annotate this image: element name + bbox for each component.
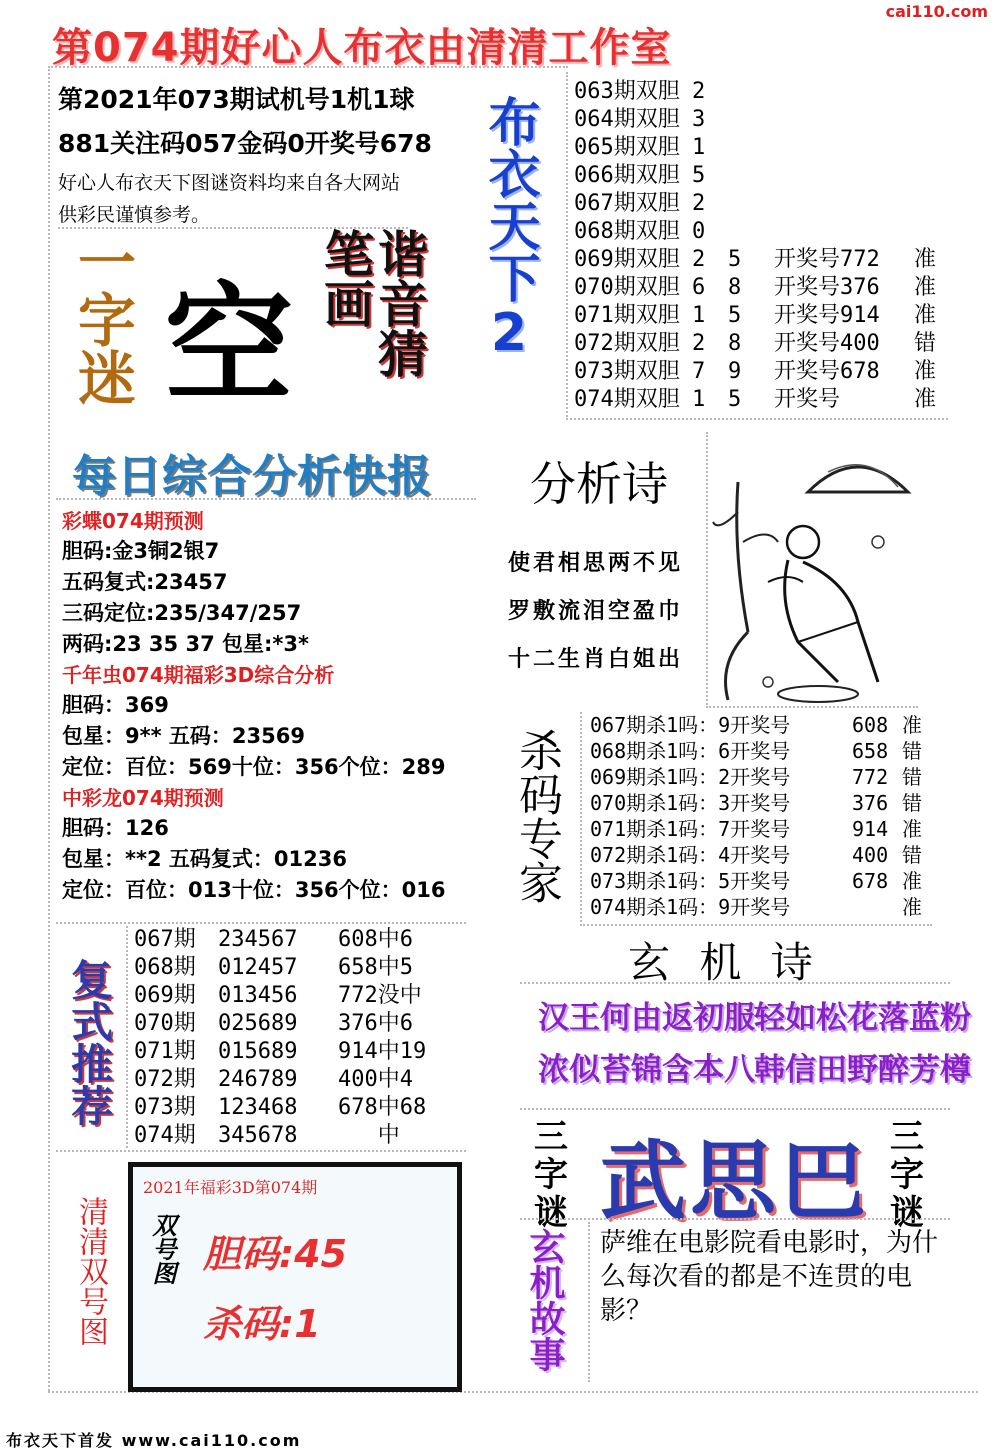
qingqing-side: 双号图 bbox=[148, 1213, 176, 1285]
kill-res: 错 bbox=[902, 843, 922, 867]
dan-res bbox=[914, 218, 944, 246]
xuanji-divider-2 bbox=[520, 1108, 950, 1110]
dan-row bbox=[574, 358, 948, 386]
predictions-section bbox=[62, 506, 482, 906]
fushi-issue: 070期 bbox=[134, 1011, 196, 1036]
prediction-line: 两码:23 35 37 包星:*3* bbox=[62, 632, 309, 656]
kill-res: 准 bbox=[902, 895, 922, 919]
fushi-nums: 345678 bbox=[218, 1123, 298, 1148]
dan-b bbox=[728, 190, 774, 218]
dan-issue: 068期双胆 bbox=[574, 219, 680, 244]
fushi-issue: 073期 bbox=[134, 1095, 196, 1120]
fushi-issue: 068期 bbox=[134, 955, 196, 980]
kill-issue: 074期杀1码：9开奖号 bbox=[590, 895, 791, 919]
dan-draw bbox=[774, 106, 914, 134]
dan-row bbox=[574, 218, 948, 246]
three-char-left: 三字谜 bbox=[534, 1117, 568, 1233]
kill-draw: 608 bbox=[852, 713, 889, 737]
kill-list bbox=[582, 712, 932, 920]
kill-draw: 400 bbox=[852, 843, 889, 867]
daily-banner: 每日综合分析快报 bbox=[72, 451, 432, 502]
fushi-result: 中 bbox=[338, 1123, 400, 1148]
kill-issue: 072期杀1码：4开奖号 bbox=[590, 843, 791, 867]
analysis-poem-line: 使君相思两不见 bbox=[508, 551, 684, 576]
dan-a: 5 bbox=[692, 163, 706, 188]
dan-draw bbox=[774, 162, 914, 190]
dan-b: 9 bbox=[728, 359, 742, 384]
dan-res bbox=[914, 190, 944, 218]
xuanji-poem-heading: 玄 机 诗 bbox=[628, 938, 821, 987]
dan-draw: 开奖号772 bbox=[774, 247, 880, 272]
fushi-result: 608中6 bbox=[338, 927, 413, 952]
qingqing-box bbox=[128, 1162, 462, 1392]
qingqing-box-title: 2021年福彩3D第074期 bbox=[143, 1178, 318, 1197]
dan-row bbox=[574, 190, 948, 218]
dan-row bbox=[574, 246, 948, 274]
fushi-result: 658中5 bbox=[338, 955, 413, 980]
dan-a: 2 bbox=[692, 79, 706, 104]
dan-res: 准 bbox=[914, 359, 937, 384]
dan-issue: 064期双胆 bbox=[574, 107, 680, 132]
dan-issue: 071期双胆 bbox=[574, 303, 680, 328]
dan-res bbox=[914, 106, 944, 134]
kill-draw bbox=[852, 894, 902, 920]
disclaimer-line-2: 供彩民谨慎参考。 bbox=[58, 200, 408, 229]
dan-row bbox=[574, 78, 948, 106]
kill-issue: 073期杀1码：5开奖号 bbox=[590, 869, 791, 893]
dan-draw: 开奖号678 bbox=[774, 359, 880, 384]
kill-row bbox=[590, 764, 932, 790]
three-char-divider bbox=[520, 1218, 950, 1220]
kill-row bbox=[590, 790, 932, 816]
dan-b bbox=[728, 106, 774, 134]
prediction-line: 三码定位:235/347/257 bbox=[62, 601, 302, 625]
dan-res: 准 bbox=[914, 247, 937, 272]
trial-line-2: 881关注码057金码0开奖号678 bbox=[58, 129, 432, 158]
three-char-word: 武思巴 bbox=[600, 1132, 870, 1232]
fushi-row bbox=[134, 926, 468, 954]
fushi-list-box bbox=[126, 926, 468, 1148]
prediction-line: 定位：百位：569十位：356个位：289 bbox=[62, 755, 446, 779]
kill-draw: 658 bbox=[852, 739, 889, 763]
fushi-divider bbox=[56, 922, 466, 924]
dan-draw: 开奖号376 bbox=[774, 275, 880, 300]
kill-res: 错 bbox=[902, 739, 922, 763]
dan-res bbox=[914, 78, 944, 106]
dan-a: 2 bbox=[692, 191, 706, 216]
dan-draw bbox=[774, 134, 914, 162]
fushi-result: 678中68 bbox=[338, 1095, 427, 1120]
dan-res: 准 bbox=[914, 303, 937, 328]
dan-row bbox=[574, 274, 948, 302]
dan-draw bbox=[774, 78, 914, 106]
prediction-line: 包星：**2 五码复式：01236 bbox=[62, 847, 347, 871]
xuanji-divider bbox=[520, 982, 950, 984]
dan-b bbox=[728, 162, 774, 190]
fushi-nums: 013456 bbox=[218, 983, 298, 1008]
disclaimer-line-1: 好心人布衣天下图谜资料均来自各大网站 bbox=[58, 172, 401, 194]
analysis-poem-line: 十二生肖白姐出 bbox=[508, 647, 684, 672]
fushi-nums: 234567 bbox=[218, 927, 298, 952]
kill-issue: 067期杀1吗：9开奖号 bbox=[590, 713, 791, 737]
dan-row bbox=[574, 162, 948, 190]
dan-a: 1 bbox=[692, 303, 706, 328]
dan-b: 5 bbox=[728, 387, 742, 412]
page-title: 第074期好心人布衣由清清工作室 bbox=[52, 25, 672, 71]
dan-a: 1 bbox=[692, 135, 706, 160]
kill-res: 错 bbox=[902, 791, 922, 815]
kill-res: 错 bbox=[902, 765, 922, 789]
prediction-heading: 彩蝶074期预测 bbox=[62, 509, 204, 533]
xuanji-line-2b: 韩信田野醉芳樽 bbox=[754, 1052, 971, 1088]
kill-row bbox=[590, 738, 932, 764]
xuanji-line-1a: 汉王何由返初服 bbox=[538, 1000, 755, 1036]
fushi-row bbox=[134, 1122, 468, 1150]
fushi-result: 914中19 bbox=[338, 1039, 427, 1064]
fushi-row bbox=[134, 954, 468, 982]
dan-a: 2 bbox=[692, 247, 706, 272]
analysis-poem bbox=[508, 540, 683, 684]
puzzle-clue: 谐音猜笔画 bbox=[316, 228, 428, 378]
kill-row bbox=[590, 712, 932, 738]
traveler-sketch-icon bbox=[708, 432, 918, 706]
dan-b bbox=[728, 134, 774, 162]
dan-issue: 063期双胆 bbox=[574, 79, 680, 104]
dan-a: 1 bbox=[692, 387, 706, 412]
dan-issue: 066期双胆 bbox=[574, 163, 680, 188]
fushi-row bbox=[134, 1094, 468, 1122]
kill-draw: 772 bbox=[852, 765, 889, 789]
story-text: 萨维在电影院看电影时，为什么每次看的都是不连贯的电影？ bbox=[600, 1228, 939, 1326]
analysis-poem-line: 罗敷流泪空盈巾 bbox=[508, 599, 684, 624]
kill-draw: 678 bbox=[852, 869, 889, 893]
dan-b: 5 bbox=[728, 303, 742, 328]
dan-res: 错 bbox=[914, 331, 937, 356]
dan-res: 准 bbox=[914, 387, 937, 412]
frame-top bbox=[48, 66, 568, 68]
story-box bbox=[588, 1222, 940, 1382]
dan-b: 5 bbox=[728, 247, 742, 272]
dan-a: 0 bbox=[692, 219, 706, 244]
site-url[interactable]: cai110.com bbox=[885, 2, 988, 21]
kill-issue: 069期杀1吗：2开奖号 bbox=[590, 765, 791, 789]
prediction-line: 胆码:金3铜2银7 bbox=[62, 539, 220, 563]
xuanji-line-2a: 浓似苔锦含本八 bbox=[538, 1052, 755, 1088]
fushi-row bbox=[134, 1010, 468, 1038]
kill-res: 准 bbox=[902, 817, 922, 841]
dan-row bbox=[574, 106, 948, 134]
kill-row bbox=[590, 894, 932, 920]
dan-issue: 067期双胆 bbox=[574, 191, 680, 216]
poem-illustration bbox=[706, 432, 918, 708]
prediction-line: 胆码：369 bbox=[62, 693, 169, 717]
prediction-line: 胆码：126 bbox=[62, 816, 169, 840]
dan-list bbox=[568, 72, 948, 414]
prediction-heading: 千年虫074期福彩3D综合分析 bbox=[62, 663, 335, 687]
prediction-line: 定位：百位：013十位：356个位：016 bbox=[62, 878, 446, 902]
fushi-result: 772没中 bbox=[338, 983, 422, 1008]
kill-res: 准 bbox=[902, 713, 922, 737]
fushi-result: 400中4 bbox=[338, 1067, 413, 1092]
dan-list-box bbox=[566, 72, 948, 420]
dan-a: 3 bbox=[692, 107, 706, 132]
fushi-nums: 015689 bbox=[218, 1039, 298, 1064]
dan-res: 准 bbox=[914, 275, 937, 300]
story-label: 玄机故事 bbox=[524, 1228, 565, 1372]
qingqing-divider bbox=[56, 1150, 466, 1152]
kill-draw: 376 bbox=[852, 791, 889, 815]
dan-issue: 069期双胆 bbox=[574, 247, 680, 272]
dan-issue: 072期双胆 bbox=[574, 331, 680, 356]
kill-issue: 071期杀1码：7开奖号 bbox=[590, 817, 791, 841]
dan-issue: 065期双胆 bbox=[574, 135, 680, 160]
dan-draw: 开奖号 bbox=[774, 387, 841, 412]
fushi-issue: 067期 bbox=[134, 927, 196, 952]
qingqing-dan: 胆码:45 bbox=[203, 1232, 348, 1276]
qingqing-sha: 杀码:1 bbox=[203, 1302, 321, 1346]
kill-draw: 914 bbox=[852, 817, 889, 841]
banner-divider bbox=[56, 498, 476, 500]
fushi-nums: 012457 bbox=[218, 955, 298, 980]
fushi-row bbox=[134, 1066, 468, 1094]
dan-row bbox=[574, 330, 948, 358]
fushi-row bbox=[134, 982, 468, 1010]
kill-row bbox=[590, 868, 932, 894]
dan-draw: 开奖号400 bbox=[774, 331, 880, 356]
dan-row bbox=[574, 386, 948, 414]
brand-vertical: 布衣天下2 bbox=[479, 95, 539, 363]
dan-res bbox=[914, 162, 944, 190]
kill-label: 杀码专家 bbox=[511, 728, 562, 904]
dan-issue: 070期双胆 bbox=[574, 275, 680, 300]
prediction-line: 包星：9** 五码：23569 bbox=[62, 724, 305, 748]
dan-b: 8 bbox=[728, 275, 742, 300]
dan-draw bbox=[774, 218, 914, 246]
fushi-nums: 246789 bbox=[218, 1067, 298, 1092]
trial-line-1: 第2021年073期试机号1机1球 bbox=[58, 85, 415, 114]
dan-b: 8 bbox=[728, 331, 742, 356]
dan-a: 6 bbox=[692, 275, 706, 300]
dan-a: 2 bbox=[692, 331, 706, 356]
fushi-row bbox=[134, 1038, 468, 1066]
footer-text: 布衣天下首发 www.cai110.com bbox=[6, 1431, 302, 1450]
analysis-poem-heading: 分析诗 bbox=[530, 457, 668, 511]
fushi-result: 376中6 bbox=[338, 1011, 413, 1036]
fushi-label: 复式推荐 bbox=[65, 958, 114, 1126]
dan-issue: 073期双胆 bbox=[574, 359, 680, 384]
prediction-heading: 中彩龙074期预测 bbox=[62, 786, 224, 810]
puzzle-char: 空 bbox=[165, 270, 294, 420]
qingqing-label: 清清双号图 bbox=[73, 1196, 108, 1346]
dan-issue: 074期双胆 bbox=[574, 387, 680, 412]
frame-left bbox=[48, 66, 50, 1391]
fushi-nums: 123468 bbox=[218, 1095, 298, 1120]
fushi-issue: 069期 bbox=[134, 983, 196, 1008]
kill-issue: 070期杀1码：3开奖号 bbox=[590, 791, 791, 815]
dan-draw bbox=[774, 190, 914, 218]
prediction-line: 五码复式:23457 bbox=[62, 570, 228, 594]
xuanji-line-1b: 轻如松花落蓝粉 bbox=[754, 1000, 971, 1036]
dan-a: 7 bbox=[692, 359, 706, 384]
fushi-nums: 025689 bbox=[218, 1011, 298, 1036]
dan-row bbox=[574, 134, 948, 162]
dan-b bbox=[728, 218, 774, 246]
kill-list-box bbox=[580, 712, 932, 926]
dan-draw: 开奖号914 bbox=[774, 303, 880, 328]
three-char-right: 三字谜 bbox=[890, 1117, 924, 1233]
dan-row bbox=[574, 302, 948, 330]
fushi-issue: 074期 bbox=[134, 1123, 196, 1148]
dan-res bbox=[914, 134, 944, 162]
dan-b bbox=[728, 78, 774, 106]
kill-issue: 068期杀1吗：6开奖号 bbox=[590, 739, 791, 763]
puzzle-side-label: 一字迷 bbox=[68, 232, 136, 406]
kill-row bbox=[590, 842, 932, 868]
kill-row bbox=[590, 816, 932, 842]
fushi-issue: 071期 bbox=[134, 1039, 196, 1064]
fushi-issue: 072期 bbox=[134, 1067, 196, 1092]
kill-res: 准 bbox=[902, 869, 922, 893]
fushi-list bbox=[128, 926, 468, 1150]
